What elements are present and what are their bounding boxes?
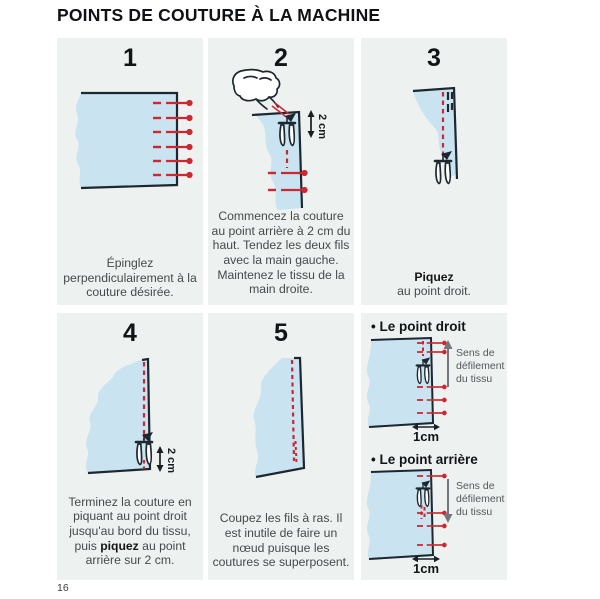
fabric-shape [367, 338, 433, 427]
point-arriere-illustration [361, 467, 507, 579]
step-number: 4 [123, 319, 137, 347]
direction-label-line3: du tissu [456, 506, 493, 518]
step-panel-5 [208, 313, 354, 580]
step-caption: Coupez les fils à ras. Il est inutile de faire un nœud puisque les coutures se superposent. [212, 511, 350, 570]
step-panel-4 [57, 313, 203, 580]
step-number: 1 [123, 44, 137, 72]
step3-illustration [361, 73, 507, 188]
step4-illustration [57, 348, 203, 482]
step5-illustration [208, 351, 354, 483]
step-number: 2 [274, 44, 288, 72]
stitch-type-heading-droit: • Le point droit [371, 319, 466, 334]
page-number: 16 [57, 582, 69, 594]
measure-1cm-label: 1cm [412, 561, 440, 576]
stitch-types-panel [361, 313, 507, 580]
step-panel-3 [361, 38, 507, 305]
direction-label-line2: défilement [456, 493, 505, 505]
point-droit-illustration [361, 335, 507, 447]
feed-direction-up [444, 340, 453, 387]
direction-label-line3: du tissu [456, 373, 493, 385]
arrow-down-icon [444, 514, 453, 523]
feed-direction-down [444, 479, 453, 523]
step-number: 3 [427, 44, 441, 72]
step-caption: Épinglez perpendiculairement à la couture désirée. [63, 256, 197, 300]
measure-1cm-label: 1cm [412, 429, 440, 444]
step-panel-1 [57, 38, 203, 305]
measure-2cm [308, 110, 329, 139]
step-panel-2 [208, 38, 354, 305]
direction-label-line1: Sens de [456, 480, 495, 492]
measure-2cm-label: 2 cm [316, 114, 328, 140]
step-number: 5 [274, 319, 288, 347]
step1-illustration [57, 78, 203, 243]
stitch-type-heading-arriere: • Le point arrière [371, 452, 478, 467]
fabric-shape [256, 112, 302, 210]
step-caption: Commencez la couture au point arrière à 2 cm du haut. Tendez les deux fils avec la main gauche. Maintenez le tissu de la main droite. [211, 209, 351, 297]
measure-2cm-label: 2 cm [165, 448, 177, 474]
fabric-shape [75, 93, 177, 188]
page-title: POINTS DE COUTURE À LA MACHINE [57, 5, 381, 25]
direction-label-line2: défilement [456, 360, 505, 372]
measure-2cm [157, 446, 178, 473]
step-caption: Terminez la couture en piquant au point droit jusqu'au bord du tissu, puis piquez au point arrière sur 2 cm. [68, 494, 192, 568]
step-caption: Piquez au point droit. [397, 269, 471, 299]
hand-icon [233, 70, 280, 109]
direction-label-line1: Sens de [456, 347, 495, 359]
step2-illustration [208, 68, 354, 213]
